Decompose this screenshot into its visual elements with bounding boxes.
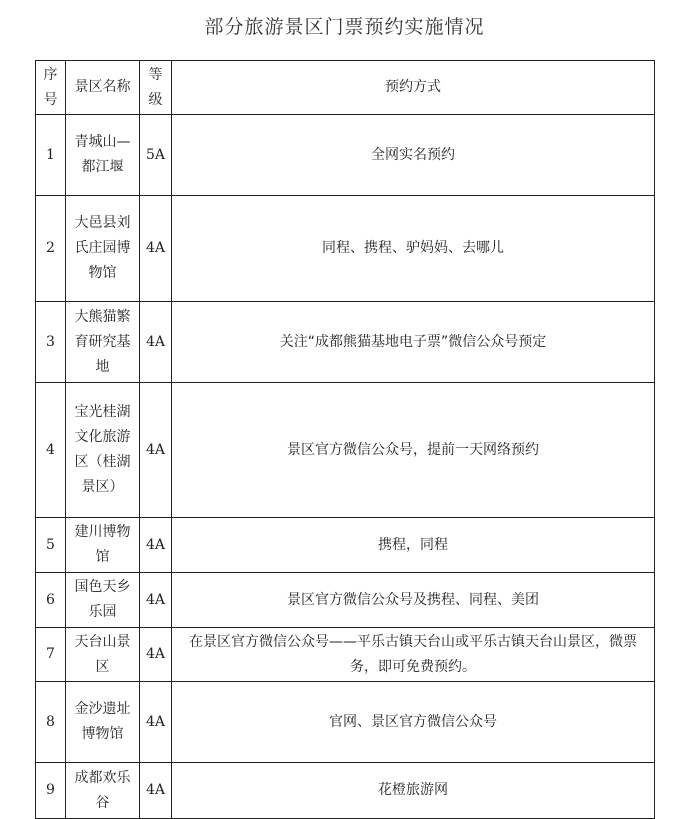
page-title: 部分旅游景区门票预约实施情况	[204, 16, 485, 38]
row-grade: 4A	[140, 682, 172, 763]
table-row	[36, 518, 655, 573]
row-name: 成都欢乐谷	[66, 763, 140, 819]
table-row	[36, 115, 655, 196]
row-name: 宝光桂湖文化旅游区（桂湖景区）	[66, 383, 140, 518]
row-grade: 4A	[140, 763, 172, 819]
row-no: 6	[36, 573, 66, 628]
table-header-row	[36, 61, 655, 115]
row-name: 金沙遗址博物馆	[66, 682, 140, 763]
row-method: 在景区官方微信公众号——平乐古镇天台山或平乐古镇天台山景区，微票务，即可免费预约。	[172, 628, 655, 682]
row-grade: 5A	[140, 115, 172, 196]
row-no: 4	[36, 383, 66, 518]
table-row	[36, 196, 655, 302]
table-row	[36, 383, 655, 518]
row-no: 7	[36, 628, 66, 682]
row-method: 景区官方微信公众号，提前一天网络预约	[172, 383, 655, 518]
row-grade: 4A	[140, 573, 172, 628]
header-method: 预约方式	[172, 61, 655, 115]
row-no: 9	[36, 763, 66, 819]
row-grade: 4A	[140, 383, 172, 518]
row-name: 大邑县刘氏庄园博物馆	[66, 196, 140, 302]
row-grade: 4A	[140, 196, 172, 302]
row-grade: 4A	[140, 518, 172, 573]
reservation-table	[35, 60, 655, 819]
table-row	[36, 682, 655, 763]
table-row	[36, 573, 655, 628]
header-name: 景区名称	[66, 61, 140, 115]
table-row	[36, 302, 655, 383]
table-row	[36, 628, 655, 682]
row-no: 3	[36, 302, 66, 383]
row-grade: 4A	[140, 628, 172, 682]
row-name: 青城山—都江堰	[66, 115, 140, 196]
row-no: 5	[36, 518, 66, 573]
row-method: 全网实名预约	[172, 115, 655, 196]
row-method: 官网、景区官方微信公众号	[172, 682, 655, 763]
row-method: 携程，同程	[172, 518, 655, 573]
row-name: 大熊猫繁育研究基地	[66, 302, 140, 383]
header-grade: 等级	[140, 61, 172, 115]
row-method: 花橙旅游网	[172, 763, 655, 819]
table-row	[36, 763, 655, 819]
header-no: 序号	[36, 61, 66, 115]
row-name: 建川博物馆	[66, 518, 140, 573]
row-method: 关注“成都熊猫基地电子票”微信公众号预定	[172, 302, 655, 383]
row-grade: 4A	[140, 302, 172, 383]
row-method: 景区官方微信公众号及携程、同程、美团	[172, 573, 655, 628]
row-name: 天台山景区	[66, 628, 140, 682]
row-name: 国色天乡乐园	[66, 573, 140, 628]
row-method: 同程、携程、驴妈妈、去哪儿	[172, 196, 655, 302]
row-no: 1	[36, 115, 66, 196]
row-no: 8	[36, 682, 66, 763]
row-no: 2	[36, 196, 66, 302]
